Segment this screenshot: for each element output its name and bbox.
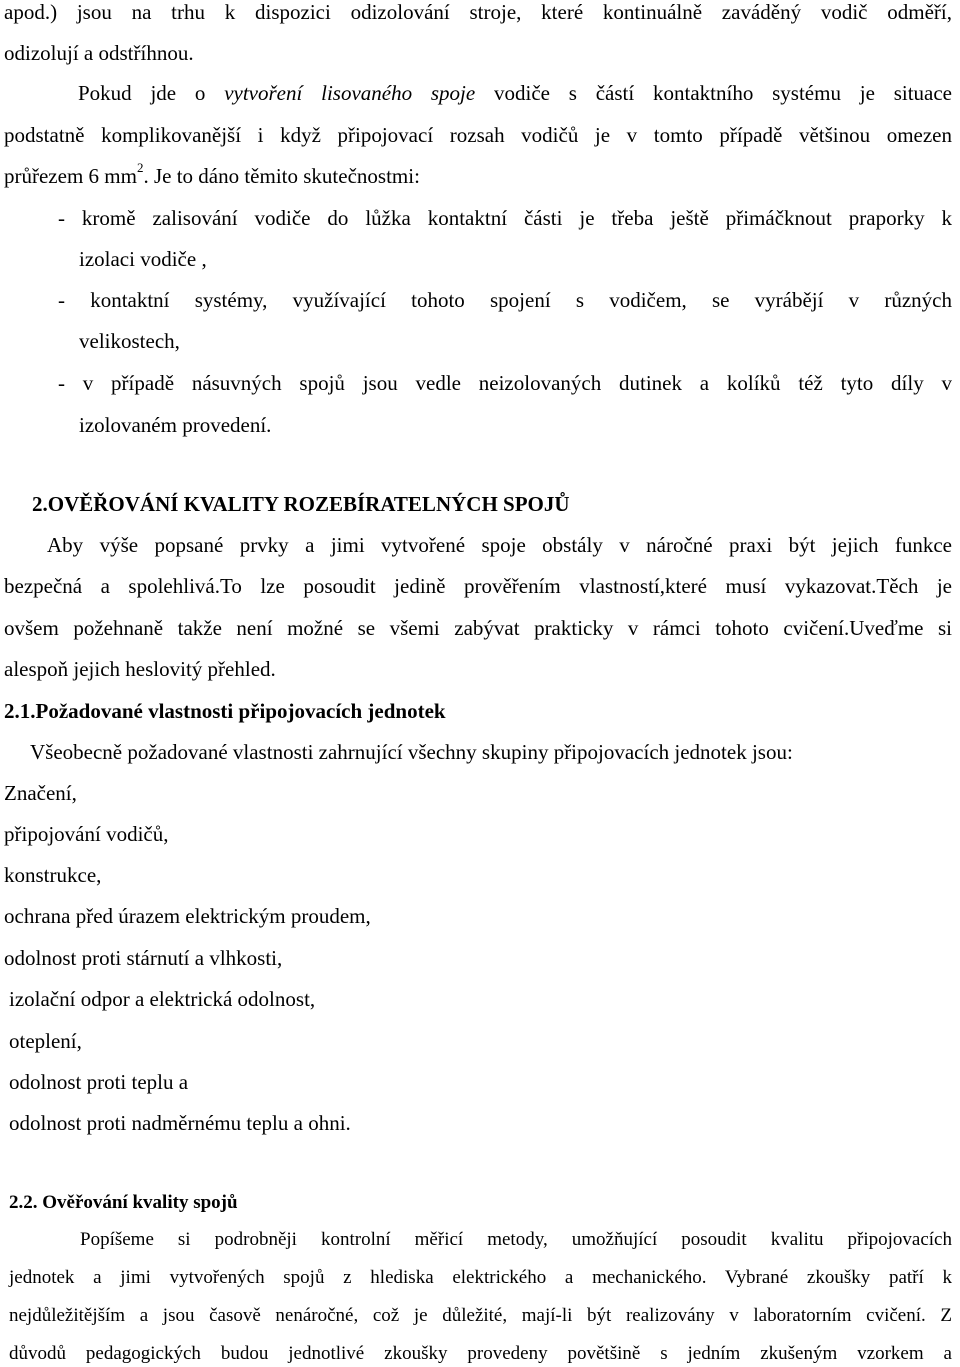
section-2-2-heading: 2.2. Ověřování kvality spojů: [9, 1192, 238, 1213]
bullet-3-line-1: - v případě násuvných spojů jsou vedle neizolovaných dutinek a kolíků též tyto díly v: [58, 371, 952, 395]
bullet-1-line-1: - kromě zalisování vodiče do lůžka kontaktní části je třeba ještě přimáčknout praporky k: [58, 206, 952, 230]
section-2-2-line-3: nejdůležitějším a jsou časově nenáročné, což je důležité, mají-li být realizovány v laboratorním cvičení. Z: [9, 1305, 952, 1326]
paragraph-lisovany-spoj-line-3: [4, 160, 420, 189]
section-2-2-line-1: Popíšeme si podrobněji kontrolní měřicí metody, umožňující posoudit kvalitu připojovacích: [80, 1229, 952, 1250]
section-2-line-2: bezpečná a spolehlivá.To lze posoudit jedině prověřením vlastností,které musí vykazovat.Těch je: [4, 574, 952, 598]
property-list-item: odolnost proti teplu a: [9, 1070, 189, 1094]
property-list-item: konstrukce,: [4, 863, 102, 887]
section-2-heading: 2.OVĚŘOVÁNÍ KVALITY ROZEBÍRATELNÝCH SPOJŮ: [32, 492, 570, 516]
intro-line-2: odizolují a odstříhnou.: [4, 41, 194, 65]
text-run: Pokud jde o: [78, 81, 225, 105]
paragraph-lisovany-spoj-line-1: [78, 81, 952, 106]
bullet-1-line-2: izolaci vodiče ,: [79, 247, 207, 271]
section-2-line-4: alespoň jejich heslovitý přehled.: [4, 657, 276, 681]
section-2-1-intro: Všeobecně požadované vlastnosti zahrnující všechny skupiny připojovacích jednotek jsou:: [30, 740, 793, 764]
intro-line-1: apod.) jsou na trhu k dispozici odizolování stroje, které kontinuálně zaváděný vodič odměří,: [4, 0, 952, 24]
superscript: 2: [136, 160, 144, 175]
section-2-2-line-4: důvodů pedagogických budou jednotlivé zkoušky provedeny povětšině s jedním zkušeným vzorkem a: [9, 1343, 952, 1364]
property-list-item: Značení,: [4, 781, 77, 805]
paragraph-lisovany-spoj-line-2: podstatně komplikovanější i když připojovací rozsah vodičů je v tomto případě většinou omezen: [4, 123, 952, 147]
property-list-item: odolnost proti stárnutí a vlhkosti,: [4, 946, 283, 970]
bullet-2-line-1: - kontaktní systémy, využívající tohoto spojení s vodičem, se vyrábějí v různých: [58, 288, 952, 312]
text-run: . Je to dáno těmito skutečnostmi:: [143, 164, 420, 188]
property-list-item: oteplení,: [9, 1029, 82, 1053]
property-list-item: ochrana před úrazem elektrickým proudem,: [4, 904, 371, 928]
section-2-line-1: Aby výše popsané prvky a jimi vytvořené spoje obstály v náročné praxi být jejich funkce: [47, 533, 952, 557]
text-run: vodiče s částí kontaktního systému je situace: [475, 81, 952, 105]
emphasis-text: vytvoření lisovaného spoje: [224, 81, 476, 105]
bullet-2-line-2: velikostech,: [79, 329, 180, 353]
property-list-item: připojování vodičů,: [4, 822, 169, 846]
section-2-1-heading: 2.1.Požadované vlastnosti připojovacích jednotek: [4, 699, 446, 723]
section-2-2-line-2: jednotek a jimi vytvořených spojů z hlediska elektrického a mechanického. Vybrané zkoušky patří k: [9, 1267, 952, 1288]
bullet-3-line-2: izolovaném provedení.: [79, 413, 272, 437]
section-2-line-3: ovšem požehnaně takže není možné se všemi zabývat prakticky v rámci tohoto cvičení.Uveďme si: [4, 616, 952, 640]
text-run: průřezem 6 mm: [4, 164, 137, 188]
property-list-item: izolační odpor a elektrická odolnost,: [9, 987, 316, 1011]
property-list-item: odolnost proti nadměrnému teplu a ohni.: [9, 1111, 351, 1135]
